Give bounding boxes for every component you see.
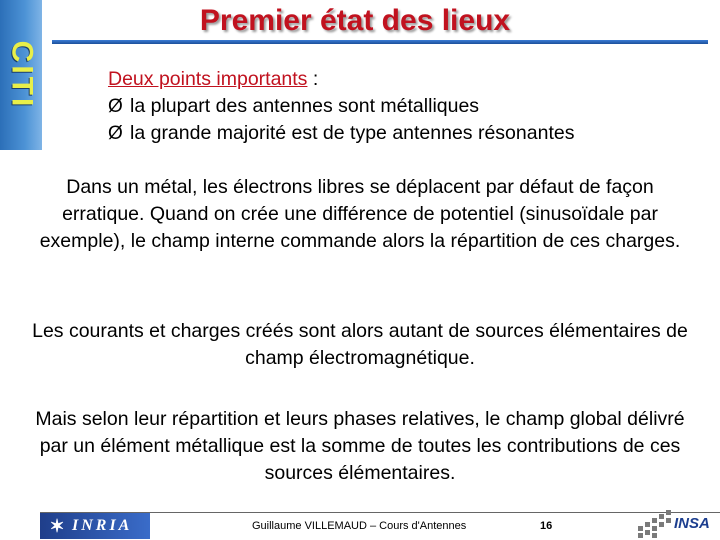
insa-logo-text: INSA — [674, 515, 710, 532]
inria-logo — [40, 513, 150, 539]
paragraph-elementary-sources: Les courants et charges créés sont alors autant de sources élémentaires de champ électromagnétique. — [32, 320, 688, 369]
inria-logo-text: INRIA — [72, 517, 133, 534]
intro-block — [108, 66, 708, 147]
bullet-item — [108, 120, 708, 147]
bullet-text: la grande majorité est de type antennes résonantes — [130, 122, 575, 144]
slide-title: Premier état des lieux — [199, 4, 511, 37]
intro-heading — [108, 66, 708, 93]
intro-heading-suffix: : — [307, 68, 319, 90]
paragraph-global-field: Mais selon leur répartition et leurs phases relatives, le champ global délivré par un élément métallique est la somme de toutes les contributions de ces sources élémentaires. — [35, 408, 685, 484]
paragraph-metal-electrons: Dans un métal, les électrons libres se déplacent par défaut de façon erratique. Quand on crée une différence de potentiel (sinusoïdale par exemple), le champ interne commande alors la répartition de ces charges. — [39, 176, 681, 252]
intro-heading-text: Deux points importants — [108, 68, 308, 90]
inria-symbol-icon: ✶ — [49, 516, 65, 536]
arrow-bullet-icon: Ø — [108, 96, 123, 117]
arrow-bullet-icon: Ø — [108, 123, 123, 144]
citi-logo — [0, 0, 42, 150]
bullet-text: la plupart des antennes sont métalliques — [130, 95, 480, 117]
title-divider — [52, 40, 708, 44]
page-number: 16 — [540, 520, 553, 532]
citi-logo-text: CITI — [5, 40, 39, 110]
footer-author: Guillaume VILLEMAUD – Cours d'Antennes — [252, 520, 467, 532]
bullet-item — [108, 93, 708, 120]
insa-logo — [636, 510, 714, 538]
